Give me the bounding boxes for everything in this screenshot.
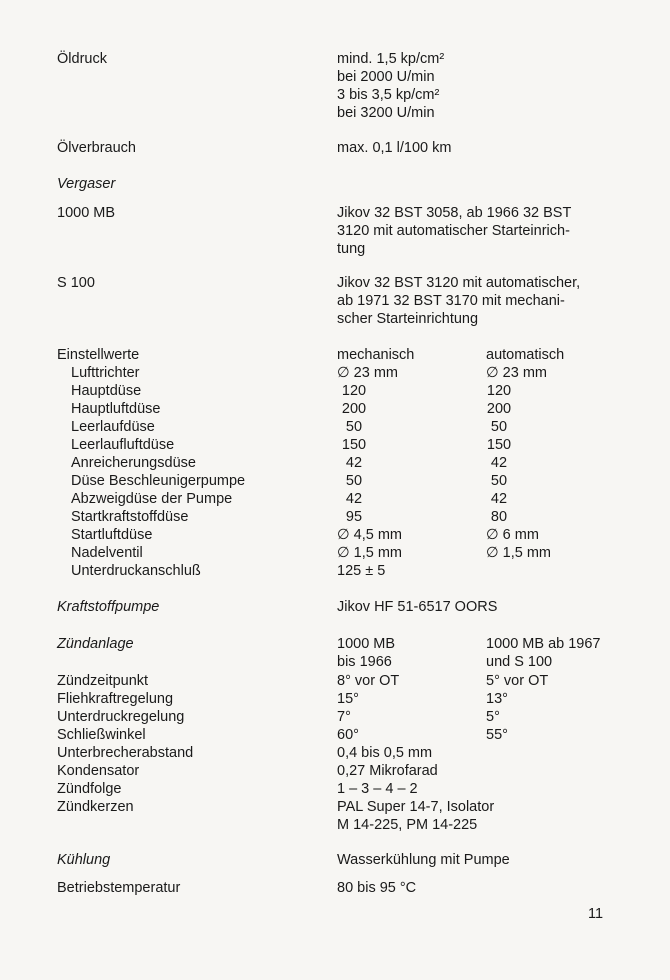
settings-row-mechanisch: 120	[341, 383, 367, 399]
settings-row-mechanisch: ∅ 4,5 mm	[337, 527, 403, 543]
settings-row-name: Leerlaufluftdüse	[71, 437, 175, 453]
settings-row-automatisch: 80	[490, 509, 508, 525]
settings-row-automatisch: 200	[486, 401, 512, 417]
ignition-row-value-1000mb: 60°	[337, 727, 359, 743]
settings-row-automatisch: 42	[490, 455, 508, 471]
settings-row-automatisch: 50	[490, 419, 508, 435]
cooling-value: Wasserkühlung mit Pumpe	[337, 852, 510, 868]
fuel-pump-value: Jikov HF 51-6517 OORS	[337, 599, 498, 615]
carburetor-1000mb-line: 3120 mit automatischer Starteinrich-	[337, 223, 570, 239]
settings-row-automatisch: 50	[490, 473, 508, 489]
settings-col-mechanisch: mechanisch	[337, 347, 415, 363]
oil-pressure-label: Öldruck	[57, 51, 107, 67]
fuel-pump-heading: Kraftstoffpumpe	[57, 599, 160, 615]
settings-row-name: Abzweigdüse der Pumpe	[71, 491, 233, 507]
ignition-row-name: Unterdruckregelung	[57, 709, 185, 725]
ignition-row-value-1000mb: 15°	[337, 691, 359, 707]
settings-row-name: Startluftdüse	[71, 527, 153, 543]
settings-row-mechanisch: 50	[345, 473, 363, 489]
settings-row-automatisch: 150	[486, 437, 512, 453]
ignition-row-name: Schließwinkel	[57, 727, 146, 743]
operating-temp-value: 80 bis 95 °C	[337, 880, 417, 896]
ignition-row-value-1000mb: 0,27 Mikrofarad	[337, 763, 438, 779]
oil-pressure-line: mind. 1,5 kp/cm²	[337, 51, 445, 67]
carburetor-s100-value	[337, 274, 657, 328]
ignition-heading: Zündanlage	[57, 636, 134, 652]
ignition-row-value-1000mb: PAL Super 14-7, Isolator	[337, 799, 495, 815]
oil-pressure-line: bei 3200 U/min	[337, 105, 435, 121]
carburetor-s100-line: scher Starteinrichtung	[337, 311, 479, 327]
settings-row-name: Unterdruckanschluß	[71, 563, 201, 579]
ignition-row-name: Zündzeitpunkt	[57, 673, 149, 689]
settings-row-automatisch: 120	[486, 383, 512, 399]
ignition-row-value-1000mb: 1 – 3 – 4 – 2	[337, 781, 418, 797]
ignition-row-name: Zündfolge	[57, 781, 122, 797]
settings-row-name: Leerlaufdüse	[71, 419, 155, 435]
settings-row-mechanisch: ∅ 1,5 mm	[337, 545, 403, 561]
carburetor-1000mb-value	[337, 204, 657, 258]
carburetor-s100-line: Jikov 32 BST 3120 mit automatischer,	[337, 275, 581, 291]
ignition-row-value-1967: 55°	[486, 727, 508, 743]
settings-row-mechanisch: 95	[345, 509, 363, 525]
carburetor-heading: Vergaser	[57, 176, 116, 192]
settings-row-automatisch: ∅ 23 mm	[486, 365, 547, 381]
cooling-heading: Kühlung	[57, 852, 111, 868]
ignition-row-value-1967: 5°	[486, 709, 500, 725]
settings-row-name: Hauptdüse	[71, 383, 142, 399]
ignition-row-value-1000mb: 7°	[337, 709, 351, 725]
settings-row-name: Nadelventil	[71, 545, 143, 561]
ignition-row-name: Unterbrecherabstand	[57, 745, 194, 761]
settings-row-mechanisch: 42	[345, 455, 363, 471]
carburetor-s100-label: S 100	[57, 275, 95, 291]
ignition-col1-head-line: 1000 MB	[337, 636, 396, 652]
settings-row-name: Hauptluftdüse	[71, 401, 161, 417]
ignition-row-value-1000mb: 0,4 bis 0,5 mm	[337, 745, 433, 761]
ignition-col2-head-line: und S 100	[486, 654, 553, 670]
page-number: 11	[588, 906, 604, 922]
settings-row-name: Anreicherungsdüse	[71, 455, 196, 471]
oil-pressure-line: bei 2000 U/min	[337, 69, 435, 85]
ignition-row-name: Fliehkraftregelung	[57, 691, 174, 707]
settings-row-name: Düse Beschleunigerpumpe	[71, 473, 246, 489]
settings-row-mechanisch: ∅ 23 mm	[337, 365, 398, 381]
settings-row-mechanisch: 42	[345, 491, 363, 507]
ignition-col1-head-line: bis 1966	[337, 654, 392, 670]
settings-row-automatisch: 42	[490, 491, 508, 507]
spark-plugs-line2: M 14-225, PM 14-225	[337, 817, 478, 833]
oil-consumption-value: max. 0,1 l/100 km	[337, 140, 452, 156]
oil-pressure-values	[337, 50, 657, 122]
operating-temp-label: Betriebstemperatur	[57, 880, 181, 896]
ignition-row-name: Kondensator	[57, 763, 140, 779]
settings-label: Einstellwerte	[57, 347, 140, 363]
settings-row-name: Startkraftstoffdüse	[71, 509, 189, 525]
carburetor-1000mb-label: 1000 MB	[57, 205, 116, 221]
settings-row-mechanisch: 150	[341, 437, 367, 453]
settings-row-automatisch: ∅ 6 mm	[486, 527, 539, 543]
settings-row-automatisch: ∅ 1,5 mm	[486, 545, 552, 561]
settings-row-mechanisch: 50	[345, 419, 363, 435]
settings-col-automatisch: automatisch	[486, 347, 565, 363]
carburetor-1000mb-line: Jikov 32 BST 3058, ab 1966 32 BST	[337, 205, 572, 221]
settings-row-mechanisch: 125 ± 5	[337, 563, 386, 579]
carburetor-s100-line: ab 1971 32 BST 3170 mit mechani-	[337, 293, 565, 309]
carburetor-1000mb-line: tung	[337, 241, 366, 257]
ignition-col2-head-line: 1000 MB ab 1967	[486, 636, 601, 652]
oil-consumption-label: Ölverbrauch	[57, 140, 136, 156]
settings-row-mechanisch: 200	[341, 401, 367, 417]
ignition-row-value-1000mb: 8° vor OT	[337, 673, 400, 689]
ignition-row-value-1967: 13°	[486, 691, 508, 707]
settings-row-name: Lufttrichter	[71, 365, 140, 381]
ignition-col2-head	[486, 635, 646, 671]
ignition-row-value-1967: 5° vor OT	[486, 673, 549, 689]
oil-pressure-line: 3 bis 3,5 kp/cm²	[337, 87, 440, 103]
ignition-row-name: Zündkerzen	[57, 799, 134, 815]
